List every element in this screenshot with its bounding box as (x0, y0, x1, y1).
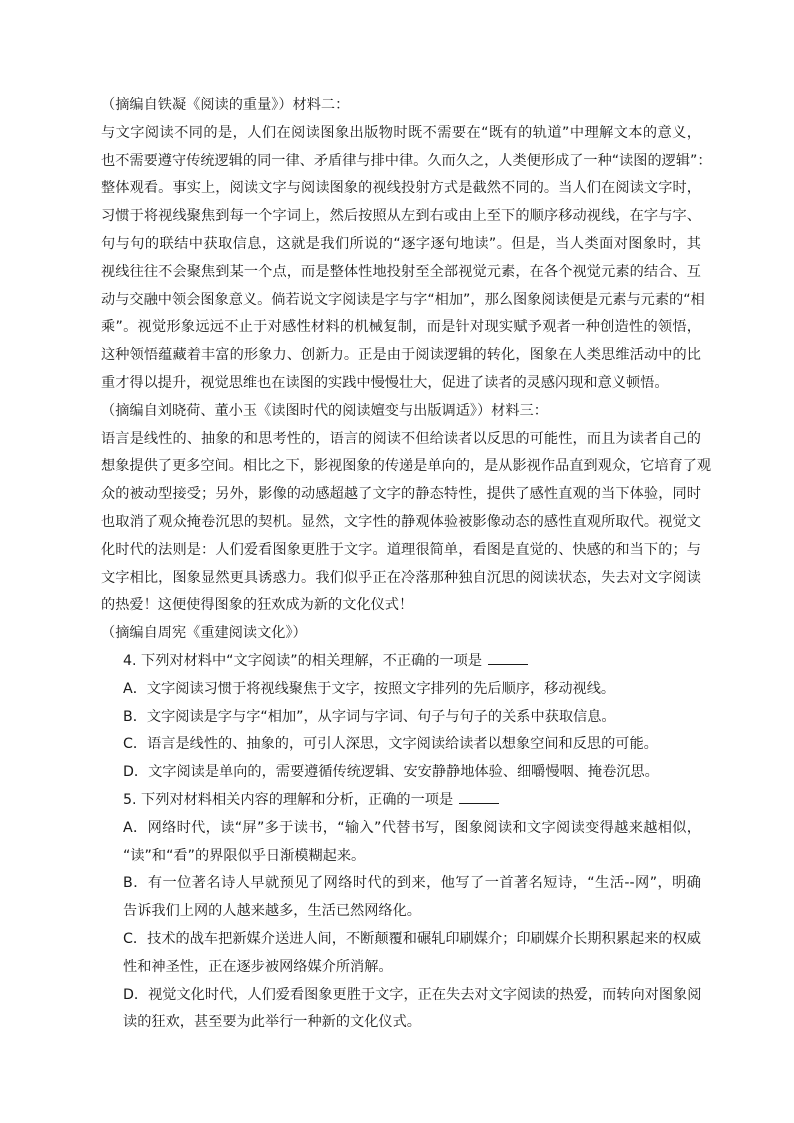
question-5-option-d: D．视觉文化时代，人们爱看图象更胜于文字，正在失去对文字阅读的热爱，而转向对图象阅 (123, 986, 702, 1003)
material2-line-2: 也不需要遵守传统逻辑的同一律、矛盾律与排中律。久而久之，人类便形成了一种“读图的逻辑”： (101, 152, 712, 169)
material2-line-5: 句与句的联结中获取信息，这就是我们所说的“逐字逐句地读”。但是，当人类面对图象时，其 (101, 235, 701, 252)
question-5-option-a: A．网络时代，读“屏”多于读书，“输入”代替书写，图象阅读和文字阅读变得越来越相似， (123, 819, 701, 836)
material3-line-2: 想象提供了更多空间。相比之下，影视图象的传递是单向的，是从影视作品直到观众，它培育了观 (101, 458, 712, 475)
material3-line-3: 众的被动型接受；另外，影像的动感超越了文字的静态特性，提供了感性直观的当下体验，同时 (101, 486, 701, 503)
material3-line-4: 也取消了观众掩卷沉思的契机。显然，文字性的静观体验被影像动态的感性直观所取代。视觉文 (101, 513, 701, 530)
question-5-option-b: B．有一位著名诗人早就预见了网络时代的到来，他写了一首著名短诗，“生活--网”，明确 (123, 875, 701, 892)
question-4-text: 4. 下列对材料中“文字阅读”的相关理解，不正确的一项是 (123, 652, 483, 669)
material2-line-4: 习惯于将视线聚焦到每一个字词上，然后按照从左到右或由上至下的顺序移动视线，在字与字、 (101, 208, 701, 225)
material2-line-9: 这种领悟蕴藏着丰富的形象力、创新力。正是由于阅读逻辑的转化，图象在人类思维活动中的比 (101, 347, 701, 364)
document-body (101, 92, 712, 1037)
question-5-option-c-cont: 性和神圣性，正在逐步被网络媒介所消解。 (123, 958, 393, 975)
question-5-option-d-cont: 读的狂欢，甚至要为此举行一种新的文化仪式。 (123, 1014, 421, 1031)
material2-line-8: 乘”。视觉形象远远不止于对感性材料的机械复制，而是针对现实赋予观者一种创造性的领悟， (101, 319, 701, 336)
source-note-material3: （摘编自刘晓荷、董小玉《读图时代的阅读嬗变与出版调适》）材料三： (101, 402, 548, 419)
answer-blank[interactable] (488, 650, 528, 665)
source-note-material3-end: （摘编自周宪《重建阅读文化》） (101, 625, 307, 642)
material2-line-7: 动与交融中领会图象意义。倘若说文字阅读是字与字“相加”，那么图象阅读便是元素与元素的“相 (101, 291, 705, 308)
question-4-option-a: A．文字阅读习惯于将视线聚焦于文字，按照文字排列的先后顺序，移动视线。 (123, 680, 616, 697)
answer-blank[interactable] (459, 789, 499, 804)
question-5-option-c: C．技术的战车把新媒介送进人间，不断颠覆和碾轧印刷媒介；印刷媒介长期积累起来的权威 (123, 930, 701, 947)
question-5-text: 5. 下列对材料相关内容的理解和分析，正确的一项是 (123, 791, 454, 808)
material3-line-5: 化时代的法则是：人们爱看图象更胜于文字。道理很简单，看图是直觉的、快感的和当下的；与 (101, 541, 701, 558)
question-4-option-d: D．文字阅读是单向的，需要遵循传统逻辑、安安静静地体验、细嚼慢咽、掩卷沉思。 (123, 764, 659, 781)
material3-line-7: 的热爱！这便使得图象的狂欢成为新的文化仪式！ (101, 597, 414, 614)
question-5-option-b-cont: 告诉我们上网的人越来越多，生活已然网络化。 (123, 903, 421, 920)
question-5-option-a-cont: “读”和“看”的界限似乎日渐模糊起来。 (123, 847, 366, 864)
question-4-stem (101, 648, 701, 676)
material3-line-6: 文字相比，图象显然更具诱惑力。我们似乎正在冷落那种独自沉思的阅读状态，失去对文字阅读 (101, 569, 701, 586)
question-5-stem (101, 787, 701, 815)
material3-line-1: 语言是线性的、抽象的和思考性的，语言的阅读不但给读者以反思的可能性，而且为读者自己的 (101, 430, 701, 447)
question-4-option-c: C．语言是线性的、抽象的，可引人深思，文字阅读给读者以想象空间和反思的可能。 (123, 736, 658, 753)
source-note-material2: （摘编自铁凝《阅读的重量》）材料二： (101, 97, 350, 113)
material2-line-6: 视线往往不会聚焦到某一个点，而是整体性地投射至全部视觉元素，在各个视觉元素的结合、互 (101, 263, 701, 280)
material2-line-10: 重才得以提升，视觉思维也在读图的实践中慢慢壮大，促进了读者的灵感闪现和意义顿悟。 (101, 374, 669, 391)
question-4-option-b: B．文字阅读是字与字“相加”，从字词与字词、句子与句子的关系中获取信息。 (123, 708, 616, 725)
material2-line-1: 与文字阅读不同的是，人们在阅读图象出版物时既不需要在“既有的轨道”中理解文本的意义， (101, 124, 701, 141)
material2-line-3: 整体观看。事实上，阅读文字与阅读图象的视线投射方式是截然不同的。当人们在阅读文字时， (101, 180, 701, 197)
